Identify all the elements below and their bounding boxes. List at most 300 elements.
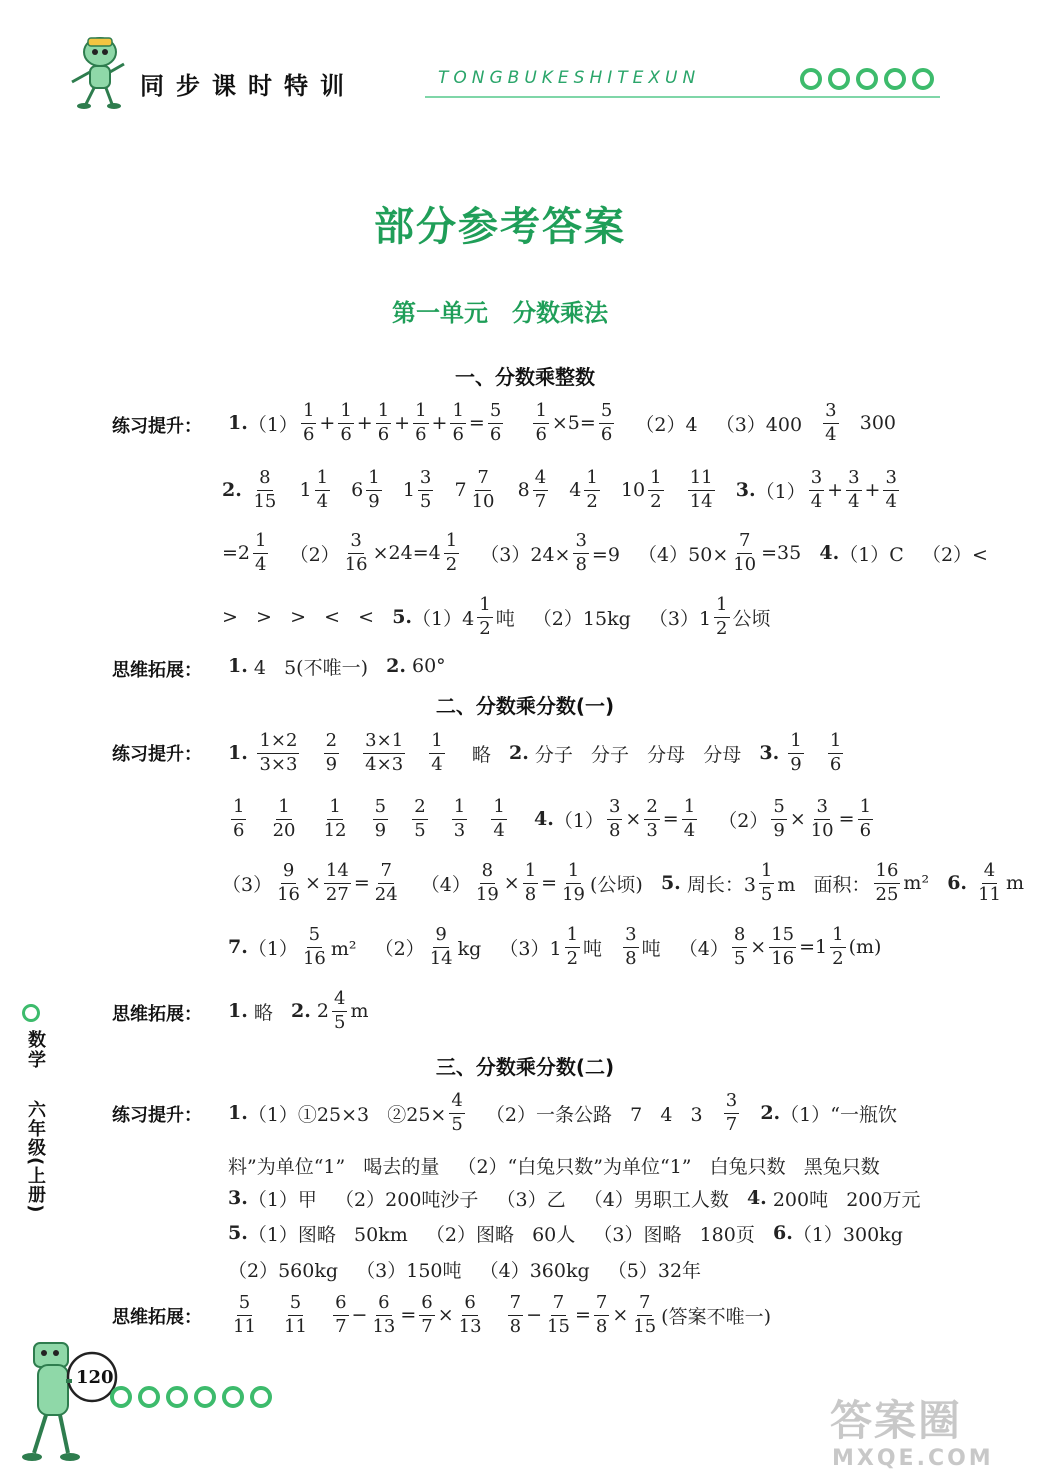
denominator: 24	[374, 883, 398, 905]
numerator: 3	[809, 467, 824, 491]
denominator: 8	[524, 883, 537, 905]
numerator: 1	[828, 730, 843, 754]
numerator: 6	[419, 1292, 434, 1316]
fraction	[275, 860, 302, 906]
fraction	[363, 730, 405, 776]
header-rule	[425, 96, 940, 98]
denominator: 10	[471, 490, 495, 512]
answer-line	[228, 976, 368, 1046]
denominator: 4	[431, 753, 443, 775]
denominator: 25	[875, 883, 899, 905]
sidebar-grade: 六年级(上册)	[25, 1100, 46, 1214]
answer-text: ×5=	[551, 412, 596, 434]
numerator: 1	[523, 860, 538, 884]
answer-text	[667, 479, 685, 501]
fraction	[508, 1292, 523, 1338]
answer-text	[300, 808, 318, 830]
watermark-url: MXQE.COM	[832, 1446, 994, 1471]
numerator: 3×1	[363, 730, 405, 754]
fraction	[373, 796, 388, 842]
question-number: 1.	[228, 742, 255, 764]
numerator: 1	[648, 467, 663, 491]
answer-text: =	[574, 1304, 591, 1326]
denominator: 6	[377, 423, 390, 445]
numerator: 3	[573, 530, 588, 554]
section-title: 二、分数乘分数(一)	[435, 694, 615, 718]
answer-text	[742, 1102, 760, 1124]
denominator: 3	[453, 819, 466, 841]
denominator: 6	[859, 819, 872, 841]
answer-text: +	[319, 412, 336, 434]
numerator: 1	[327, 796, 342, 820]
answer-text	[779, 742, 785, 764]
answer-text: 4 5(不唯一)	[247, 656, 387, 679]
question-number: 7.	[228, 936, 248, 958]
circle-decoration-icon	[828, 68, 850, 90]
fraction	[724, 1090, 739, 1136]
answer-text: ×	[612, 1304, 629, 1326]
denominator: 11	[284, 1315, 307, 1337]
answer-text: 吨	[583, 937, 621, 960]
denominator: 2	[479, 617, 491, 639]
numerator: 1	[682, 796, 697, 820]
denominator: 11	[233, 1315, 256, 1337]
circle-decoration-icon	[856, 68, 878, 90]
fraction	[324, 730, 339, 776]
answer-text: +	[431, 412, 448, 434]
numerator: 5	[771, 796, 786, 820]
answer-line	[228, 912, 881, 982]
denominator: 9	[368, 490, 380, 512]
thinking-label: 思维拓展：	[112, 1307, 202, 1328]
numerator: 1	[276, 796, 291, 820]
fraction	[418, 467, 433, 513]
answer-text: ×	[305, 872, 321, 894]
numerator: 1	[315, 467, 330, 491]
answer-line: 料”为单位“1” 喝去的量 （2）“白兔只数”为单位“1” 白兔只数 黑兔只数	[228, 1156, 880, 1178]
numerator: 7	[594, 1292, 609, 1316]
denominator: 4	[885, 490, 897, 512]
practice-label: 练习提升：	[112, 1105, 202, 1126]
answer-text: =	[468, 412, 485, 434]
answer-text: m 面积：	[777, 873, 871, 896]
answer-text: 10	[602, 479, 646, 501]
numerator: 6	[462, 1292, 477, 1316]
fraction	[301, 924, 328, 970]
question-number: 4.	[746, 1187, 767, 1209]
answer-text: （1）4	[412, 607, 475, 630]
denominator: 4	[493, 819, 505, 841]
answer-text: （1）300kg	[792, 1223, 903, 1246]
fraction	[376, 400, 391, 446]
answer-text: 60°	[405, 655, 446, 677]
denominator: 4	[848, 490, 860, 512]
answer-text	[718, 479, 736, 501]
fraction	[366, 467, 381, 513]
numerator: 1	[714, 594, 729, 618]
fraction	[343, 530, 370, 576]
practice-label: 练习提升：	[112, 416, 202, 437]
numerator: 3	[418, 467, 433, 491]
denominator: 2	[832, 947, 844, 969]
question-number: 3.	[735, 479, 756, 501]
answer-text: =	[541, 872, 558, 894]
fraction	[257, 730, 299, 776]
denominator: 5	[414, 819, 426, 841]
answer-text: 周长：3	[680, 873, 756, 896]
denominator: 27	[325, 883, 349, 905]
denominator: 5	[419, 490, 432, 512]
question-number: 4.	[819, 542, 840, 564]
denominator: 8	[608, 819, 621, 841]
fraction	[631, 1292, 658, 1338]
numerator: 1	[429, 730, 444, 754]
question-number: 2.	[222, 479, 249, 501]
answer-text: 2	[310, 1000, 329, 1022]
denominator: 5	[334, 1011, 346, 1033]
circle-decoration-icon	[250, 1386, 272, 1408]
fraction	[594, 1292, 609, 1338]
question-number: 5.	[660, 872, 681, 894]
fraction	[533, 400, 548, 446]
numerator: 5	[307, 924, 322, 948]
answer-text: m	[350, 1000, 369, 1022]
answer-text: +	[356, 412, 373, 434]
denominator: 2	[716, 617, 728, 639]
numerator: 9	[281, 860, 296, 884]
answer-text: kg （3）1	[457, 937, 562, 960]
fraction	[565, 924, 580, 970]
answer-line	[228, 784, 876, 854]
answer-text: （1）	[553, 809, 604, 832]
numerator: 7	[378, 860, 393, 884]
numerator: 5	[288, 1292, 303, 1316]
fraction	[771, 796, 786, 842]
denominator: 14	[689, 490, 713, 512]
denominator: 4	[316, 490, 329, 512]
denominator: 2	[445, 553, 458, 575]
header-pinyin: TONGBUKESHITEXUN	[438, 68, 701, 88]
fraction	[429, 730, 444, 776]
answer-text: m²	[903, 872, 948, 894]
numerator: 1	[566, 860, 581, 884]
answer-text: （2）	[271, 543, 340, 566]
denominator: 16	[277, 883, 300, 905]
denominator: 12	[323, 819, 347, 841]
fraction	[231, 796, 246, 842]
answer-text: 7	[436, 479, 467, 501]
sidebar-subject: 数学	[25, 1030, 46, 1070]
answer-text	[470, 808, 488, 830]
fraction	[809, 796, 836, 842]
denominator: 16	[771, 947, 795, 969]
answer-text	[506, 412, 530, 434]
fraction	[324, 860, 351, 906]
fraction	[428, 924, 455, 970]
numerator: 1	[759, 860, 774, 884]
denominator: 16	[344, 553, 368, 575]
answer-line	[228, 1215, 903, 1251]
numerator: 1	[491, 796, 506, 820]
numerator: 1×2	[257, 730, 299, 754]
numerator: 14	[324, 860, 351, 884]
answer-text: 8	[499, 479, 530, 501]
answer-text: =	[662, 808, 679, 830]
answer-line	[222, 582, 771, 652]
answer-text: ×	[625, 808, 642, 830]
denominator: 20	[272, 819, 296, 841]
numerator: 16	[874, 860, 901, 884]
answer-text: 1	[281, 479, 312, 501]
denominator: 2	[586, 490, 598, 512]
answer-line	[228, 388, 896, 458]
answer-text: 6	[333, 479, 364, 501]
denominator: 4×3	[365, 753, 404, 775]
fraction	[584, 467, 599, 513]
question-number: 2.	[509, 742, 529, 764]
numerator: 4	[982, 860, 997, 884]
question-number: 2.	[386, 655, 406, 677]
answer-text: （2）4 （3）400	[617, 413, 821, 436]
numerator: 1	[858, 796, 873, 820]
denominator: 15	[633, 1315, 657, 1337]
numerator: 3	[883, 467, 898, 491]
unit-title: 第一单元 分数乘法	[392, 298, 608, 327]
fraction	[830, 924, 845, 970]
fraction	[474, 860, 501, 906]
practice-label: 练习提升：	[112, 744, 202, 765]
numerator: 15	[769, 924, 796, 948]
denominator: 2	[566, 947, 579, 969]
denominator: 6	[829, 753, 842, 775]
denominator: 4	[810, 490, 823, 512]
numerator: 1	[788, 730, 803, 754]
denominator: 10	[810, 819, 834, 841]
denominator: 6	[233, 819, 245, 841]
numerator: 7	[737, 530, 752, 554]
question-number: 1.	[228, 1102, 248, 1124]
answer-text: （1）①25×3 ②25×	[247, 1103, 447, 1126]
denominator: 9	[325, 753, 338, 775]
numerator: 5	[237, 1292, 252, 1316]
answer-text: （3）	[222, 873, 273, 896]
fraction	[732, 924, 747, 970]
circle-decoration-icon	[110, 1386, 132, 1408]
answer-text: =1	[799, 936, 828, 958]
denominator: 2	[650, 490, 662, 512]
page-title: 部分参考答案	[374, 203, 626, 250]
answer-text: m² （2）	[330, 937, 425, 960]
denominator: 4	[825, 423, 837, 445]
fraction	[322, 796, 349, 842]
denominator: 8	[575, 553, 587, 575]
answer-text	[342, 742, 360, 764]
answer-text: （2）一条公路 7 4 3	[467, 1103, 721, 1126]
fraction	[769, 924, 796, 970]
fraction	[545, 1292, 572, 1338]
denominator: 6	[415, 423, 427, 445]
fraction	[731, 530, 758, 576]
denominator: 5	[733, 947, 746, 969]
answer-text	[352, 808, 370, 830]
answer-text: （1）甲 （2）200吨沙子 （3）乙 （4）男职工人数	[247, 1188, 747, 1211]
answer-text: =2	[222, 542, 251, 564]
fraction	[523, 860, 538, 906]
circle-decoration-icon	[884, 68, 906, 90]
numerator: 11	[688, 467, 715, 491]
numerator: 3	[814, 796, 829, 820]
circle-decoration-icon	[912, 68, 934, 90]
answer-line	[222, 455, 902, 525]
answer-text: +	[864, 479, 881, 501]
fraction	[874, 860, 901, 906]
answer-text: =	[353, 872, 370, 894]
answer-text: 300	[841, 412, 897, 434]
question-number: 2.	[760, 1102, 781, 1124]
question-number: 5.	[392, 606, 413, 628]
denominator: 7	[534, 490, 547, 512]
fraction	[412, 796, 427, 842]
answer-line: （2）560kg （3）150吨 （4）360kg （5）32年	[228, 1260, 702, 1282]
thinking-label: 思维拓展：	[112, 1004, 202, 1025]
answer-text	[249, 808, 267, 830]
denominator: 6	[340, 423, 352, 445]
denominator: 6	[600, 423, 613, 445]
fraction	[231, 1292, 258, 1338]
denominator: 7	[335, 1315, 347, 1337]
fraction	[491, 796, 506, 842]
denominator: 6	[535, 423, 547, 445]
numerator: 1	[338, 400, 353, 424]
fraction	[282, 1292, 309, 1338]
numerator: 1	[366, 467, 381, 491]
answer-text: 吨 （2）15kg （3）1	[495, 607, 712, 630]
answer-line	[228, 1280, 771, 1350]
denominator: 19	[475, 883, 499, 905]
numerator: 3	[724, 1090, 739, 1114]
answer-text	[302, 742, 320, 764]
thinking-label: 思维拓展：	[112, 660, 202, 681]
fraction	[858, 796, 873, 842]
fraction	[599, 400, 614, 446]
circle-decoration-icon	[222, 1386, 244, 1408]
numerator: 1	[477, 594, 492, 618]
answer-text: −	[526, 1304, 543, 1326]
answer-text: 200吨 200万元	[766, 1188, 921, 1211]
answer-text: (m)	[848, 936, 882, 958]
numerator: 5	[599, 400, 614, 424]
numerator: 3	[823, 400, 838, 424]
fraction	[788, 730, 803, 776]
fraction	[533, 467, 548, 513]
denominator: 11	[978, 883, 1001, 905]
denominator: 9	[374, 819, 387, 841]
answer-text: +	[394, 412, 411, 434]
fraction	[333, 1292, 348, 1338]
fraction	[419, 1292, 434, 1338]
numerator: 2	[324, 730, 339, 754]
answer-text: −	[351, 1304, 368, 1326]
denominator: 6	[489, 423, 502, 445]
answer-line	[222, 848, 1024, 918]
numerator: 1	[450, 400, 465, 424]
question-number: 5.	[228, 1222, 248, 1244]
numerator: 3	[607, 796, 622, 820]
numerator: 4	[332, 988, 347, 1012]
footer-mascot	[20, 1335, 120, 1475]
answer-line	[228, 718, 846, 788]
fraction	[560, 860, 587, 906]
denominator: 19	[562, 883, 585, 905]
fraction	[648, 467, 663, 513]
answer-text: =9 （4）50×	[591, 543, 729, 566]
answer-text: =	[400, 1304, 417, 1326]
numerator: 1	[376, 400, 391, 424]
answer-text	[510, 808, 534, 830]
numerator: 1	[413, 400, 428, 424]
denominator: 6	[452, 423, 464, 445]
fraction	[444, 530, 459, 576]
question-number: 6.	[947, 872, 968, 894]
numerator: 8	[732, 924, 747, 948]
fraction	[449, 1090, 464, 1136]
numerator: 1	[253, 530, 268, 554]
question-number: 6.	[772, 1222, 793, 1244]
numerator: 6	[333, 1292, 348, 1316]
denominator: 14	[429, 947, 453, 969]
fraction	[457, 1292, 484, 1338]
answer-text: （1）	[755, 480, 806, 503]
denominator: 6	[302, 423, 315, 445]
denominator: 5	[760, 883, 773, 905]
numerator: 7	[475, 467, 490, 491]
answer-text	[391, 808, 409, 830]
answer-text: > > > < <	[222, 606, 393, 628]
section-title: 三、分数乘分数(二)	[435, 1055, 615, 1079]
numerator: 2	[412, 796, 427, 820]
numerator: 1	[301, 400, 316, 424]
fraction	[846, 467, 861, 513]
fraction	[373, 860, 400, 906]
fraction	[883, 467, 898, 513]
numerator: 1	[565, 924, 580, 948]
denominator: 9	[773, 819, 785, 841]
answer-text: （2）	[700, 809, 769, 832]
answer-text	[967, 872, 973, 894]
denominator: 10	[733, 553, 757, 575]
question-number: 1.	[228, 655, 248, 677]
fraction	[338, 400, 353, 446]
answer-text: 略	[247, 1001, 292, 1024]
denominator: 4	[255, 553, 267, 575]
fraction	[573, 530, 588, 576]
fraction	[688, 467, 715, 513]
answer-text	[408, 742, 426, 764]
fraction	[251, 467, 278, 513]
denominator: 3×3	[259, 753, 298, 775]
answer-line	[222, 518, 988, 588]
fraction	[714, 594, 729, 640]
answer-text: =35	[761, 542, 820, 564]
header-title: 同步课时特训	[140, 72, 356, 100]
numerator: 8	[257, 467, 272, 491]
sidebar-circle-icon	[22, 1004, 40, 1022]
numerator: 7	[508, 1292, 523, 1316]
numerator: 1	[584, 467, 599, 491]
answer-text	[261, 1304, 279, 1326]
fraction	[976, 860, 1003, 906]
header-mascot	[62, 30, 132, 110]
